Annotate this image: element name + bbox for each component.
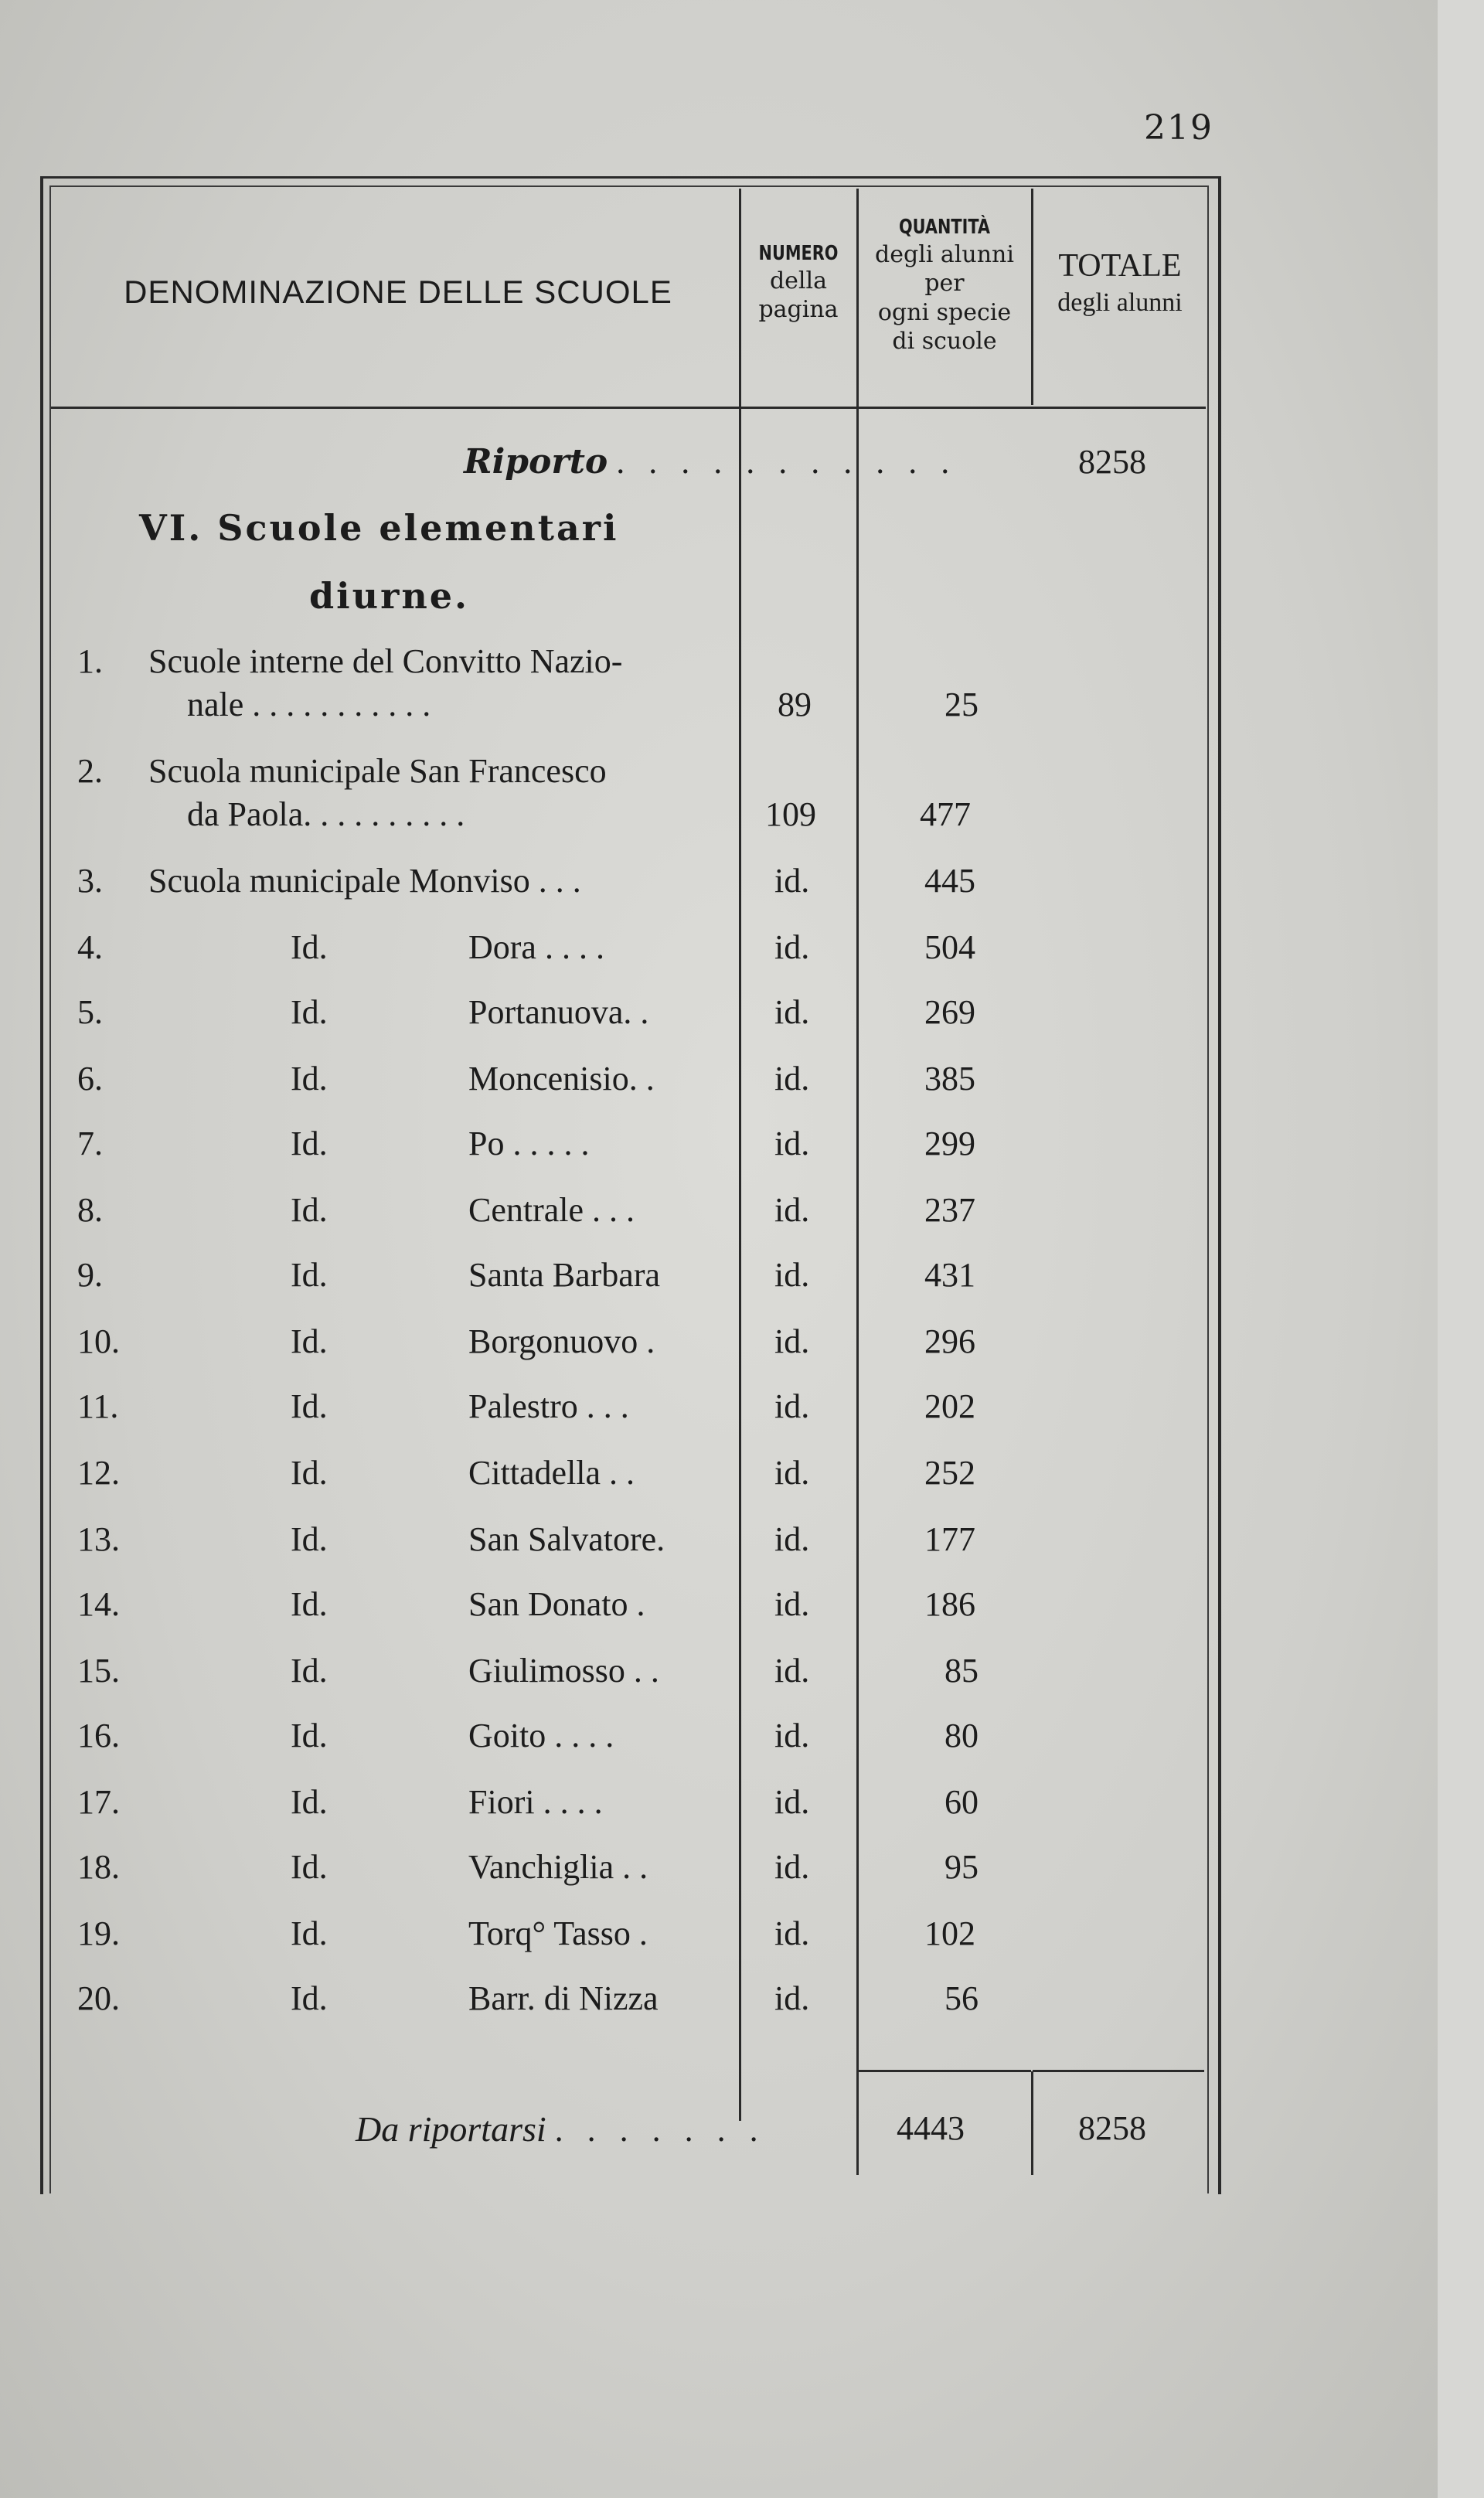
row-quantity: 60	[945, 1783, 979, 1821]
row-number: 2.	[77, 752, 103, 790]
row-place: Portanuova. .	[468, 993, 649, 1031]
row-number: 15.	[77, 1652, 120, 1690]
row-place: San Salvatore.	[468, 1520, 665, 1558]
row-id: Id.	[291, 1454, 328, 1492]
header-totale	[1034, 246, 1206, 319]
row-page: id.	[774, 928, 810, 966]
row-quantity: 56	[945, 1979, 979, 2017]
row-place: Palestro . . .	[468, 1387, 629, 1425]
row-place: Moncenisio. .	[468, 1060, 655, 1098]
row-quantity: 385	[924, 1060, 975, 1098]
row-id: Id.	[291, 1848, 328, 1886]
riporto-dots: . . . . . . . . . . .	[616, 443, 958, 481]
row-quantity: 299	[924, 1125, 975, 1162]
column-divider-3b	[1031, 2071, 1033, 2175]
row-number: 4.	[77, 928, 103, 966]
row-quantity: 269	[924, 993, 975, 1031]
header-quantita-line4: ogni specie	[877, 298, 1012, 326]
row-page: id.	[774, 1322, 810, 1360]
footer-qty-total: 4443	[897, 2109, 965, 2147]
row-page: id.	[774, 993, 810, 1031]
row-page: id.	[774, 1060, 810, 1098]
row-number: 16.	[77, 1717, 120, 1754]
header-denominazione: DENOMINAZIONE DELLE SCUOLE	[124, 274, 672, 310]
row-place: San Donato .	[468, 1585, 645, 1623]
row-number: 19.	[77, 1914, 120, 1952]
footer-dots: . . . . . . .	[554, 2111, 766, 2149]
row-page: id.	[774, 1848, 810, 1886]
header-rule	[51, 407, 1206, 409]
row-quantity: 445	[924, 862, 975, 900]
riporto-total: 8258	[1078, 443, 1146, 481]
row-quantity: 202	[924, 1387, 975, 1425]
header-totale-line2: degli alunni	[1057, 288, 1183, 317]
row-number: 11.	[77, 1387, 119, 1425]
row-id: Id.	[291, 1783, 328, 1821]
header-numero-line2: della	[769, 267, 828, 294]
row-number: 14.	[77, 1585, 120, 1623]
row-quantity: 102	[924, 1914, 975, 1952]
table-frame-inner	[49, 185, 1209, 2193]
row-id: Id.	[291, 1585, 328, 1623]
row-number: 6.	[77, 1060, 103, 1098]
column-divider-3a	[1031, 189, 1033, 405]
row-quantity: 296	[924, 1322, 975, 1360]
row-quantity: 80	[945, 1717, 979, 1754]
row-page: id.	[774, 1256, 810, 1294]
footer-total: 8258	[1078, 2109, 1146, 2147]
row-place: Barr. di Nizza	[468, 1979, 659, 2017]
row-page: id.	[774, 1783, 810, 1821]
section-title-line1: VI. Scuole elementari	[139, 507, 619, 549]
row-place: Po . . . . .	[468, 1125, 590, 1162]
row-id: Id.	[291, 1914, 328, 1952]
row-place: Cittadella . .	[468, 1454, 635, 1492]
row-school-name-line1: Scuola municipale San Francesco	[148, 752, 607, 790]
header-totale-line1: TOTALE	[1058, 248, 1182, 284]
row-number: 10.	[77, 1322, 120, 1360]
row-page: 109	[765, 795, 816, 833]
row-page: id.	[774, 1979, 810, 2017]
row-id: Id.	[291, 1520, 328, 1558]
riporto-row	[464, 442, 957, 482]
row-number: 20.	[77, 1979, 120, 2017]
row-place: Giulimosso . .	[468, 1652, 659, 1690]
header-numero-line3: pagina	[758, 296, 839, 323]
row-quantity: 85	[945, 1652, 979, 1690]
row-quantity: 177	[924, 1520, 975, 1558]
row-id: Id.	[291, 1387, 328, 1425]
row-number: 12.	[77, 1454, 120, 1492]
row-id: Id.	[291, 1979, 328, 2017]
row-place: Torq° Tasso .	[468, 1914, 648, 1952]
row-number: 8.	[77, 1191, 103, 1229]
row-number: 9.	[77, 1256, 103, 1294]
subtotal-rule-qty	[858, 2070, 1031, 2072]
row-school-name: Scuola municipale Monviso . . .	[148, 862, 581, 900]
row-quantity: 186	[924, 1585, 975, 1623]
header-quantita-line1: QUANTITÀ	[898, 216, 991, 239]
row-page: id.	[774, 1652, 810, 1690]
section-title-line2: diurne.	[309, 575, 470, 617]
row-place: Dora . . . .	[468, 928, 604, 966]
row-place: Centrale . . .	[468, 1191, 635, 1229]
row-id: Id.	[291, 1125, 328, 1162]
page-number: 219	[1144, 108, 1213, 148]
subtotal-rule-total	[1033, 2070, 1204, 2072]
row-quantity: 504	[924, 928, 975, 966]
row-page: id.	[774, 1387, 810, 1425]
row-quantity: 431	[924, 1256, 975, 1294]
row-number: 17.	[77, 1783, 120, 1821]
row-quantity: 237	[924, 1191, 975, 1229]
row-page: id.	[774, 1585, 810, 1623]
row-page: id.	[774, 1454, 810, 1492]
row-quantity: 25	[945, 686, 979, 723]
row-page: id.	[774, 1520, 810, 1558]
header-numero-line1: NUMERO	[758, 242, 839, 265]
header-quantita-line3: per	[924, 270, 965, 297]
row-id: Id.	[291, 1652, 328, 1690]
row-quantity: 252	[924, 1454, 975, 1492]
row-id: Id.	[291, 1717, 328, 1754]
row-number: 1.	[77, 642, 103, 680]
header-quantita	[859, 215, 1030, 356]
row-school-name-line2: nale . . . . . . . . . . .	[187, 686, 431, 723]
row-id: Id.	[291, 1060, 328, 1098]
row-school-name-line1: Scuole interne del Convitto Nazio-	[148, 642, 623, 680]
row-place: Borgonuovo .	[468, 1322, 655, 1360]
row-school-name-line2: da Paola. . . . . . . . . .	[187, 795, 465, 833]
row-page: id.	[774, 1717, 810, 1754]
row-page: 89	[778, 686, 812, 723]
row-id: Id.	[291, 1322, 328, 1360]
page-edge	[1438, 0, 1484, 2498]
row-place: Vanchiglia . .	[468, 1848, 648, 1886]
row-place: Santa Barbara	[468, 1256, 660, 1294]
footer-row	[356, 2108, 766, 2149]
row-number: 5.	[77, 993, 103, 1031]
header-quantita-line2: degli alunni	[875, 240, 1014, 268]
riporto-label: Riporto	[464, 442, 608, 482]
row-page: id.	[774, 1191, 810, 1229]
row-id: Id.	[291, 928, 328, 966]
row-number: 18.	[77, 1848, 120, 1886]
row-page: id.	[774, 1125, 810, 1162]
row-quantity: 95	[945, 1848, 979, 1886]
column-divider-2	[856, 189, 859, 2175]
footer-label: Da riportarsi	[356, 2109, 546, 2149]
row-id: Id.	[291, 1256, 328, 1294]
row-page: id.	[774, 862, 810, 900]
row-place: Fiori . . . .	[468, 1783, 603, 1821]
header-numero	[742, 241, 855, 325]
row-id: Id.	[291, 1191, 328, 1229]
row-place: Goito . . . .	[468, 1717, 614, 1754]
header-quantita-line5: di scuole	[892, 328, 997, 355]
row-number: 7.	[77, 1125, 103, 1162]
row-number: 13.	[77, 1520, 120, 1558]
row-number: 3.	[77, 862, 103, 900]
row-page: id.	[774, 1914, 810, 1952]
row-id: Id.	[291, 993, 328, 1031]
row-quantity: 477	[920, 795, 971, 833]
